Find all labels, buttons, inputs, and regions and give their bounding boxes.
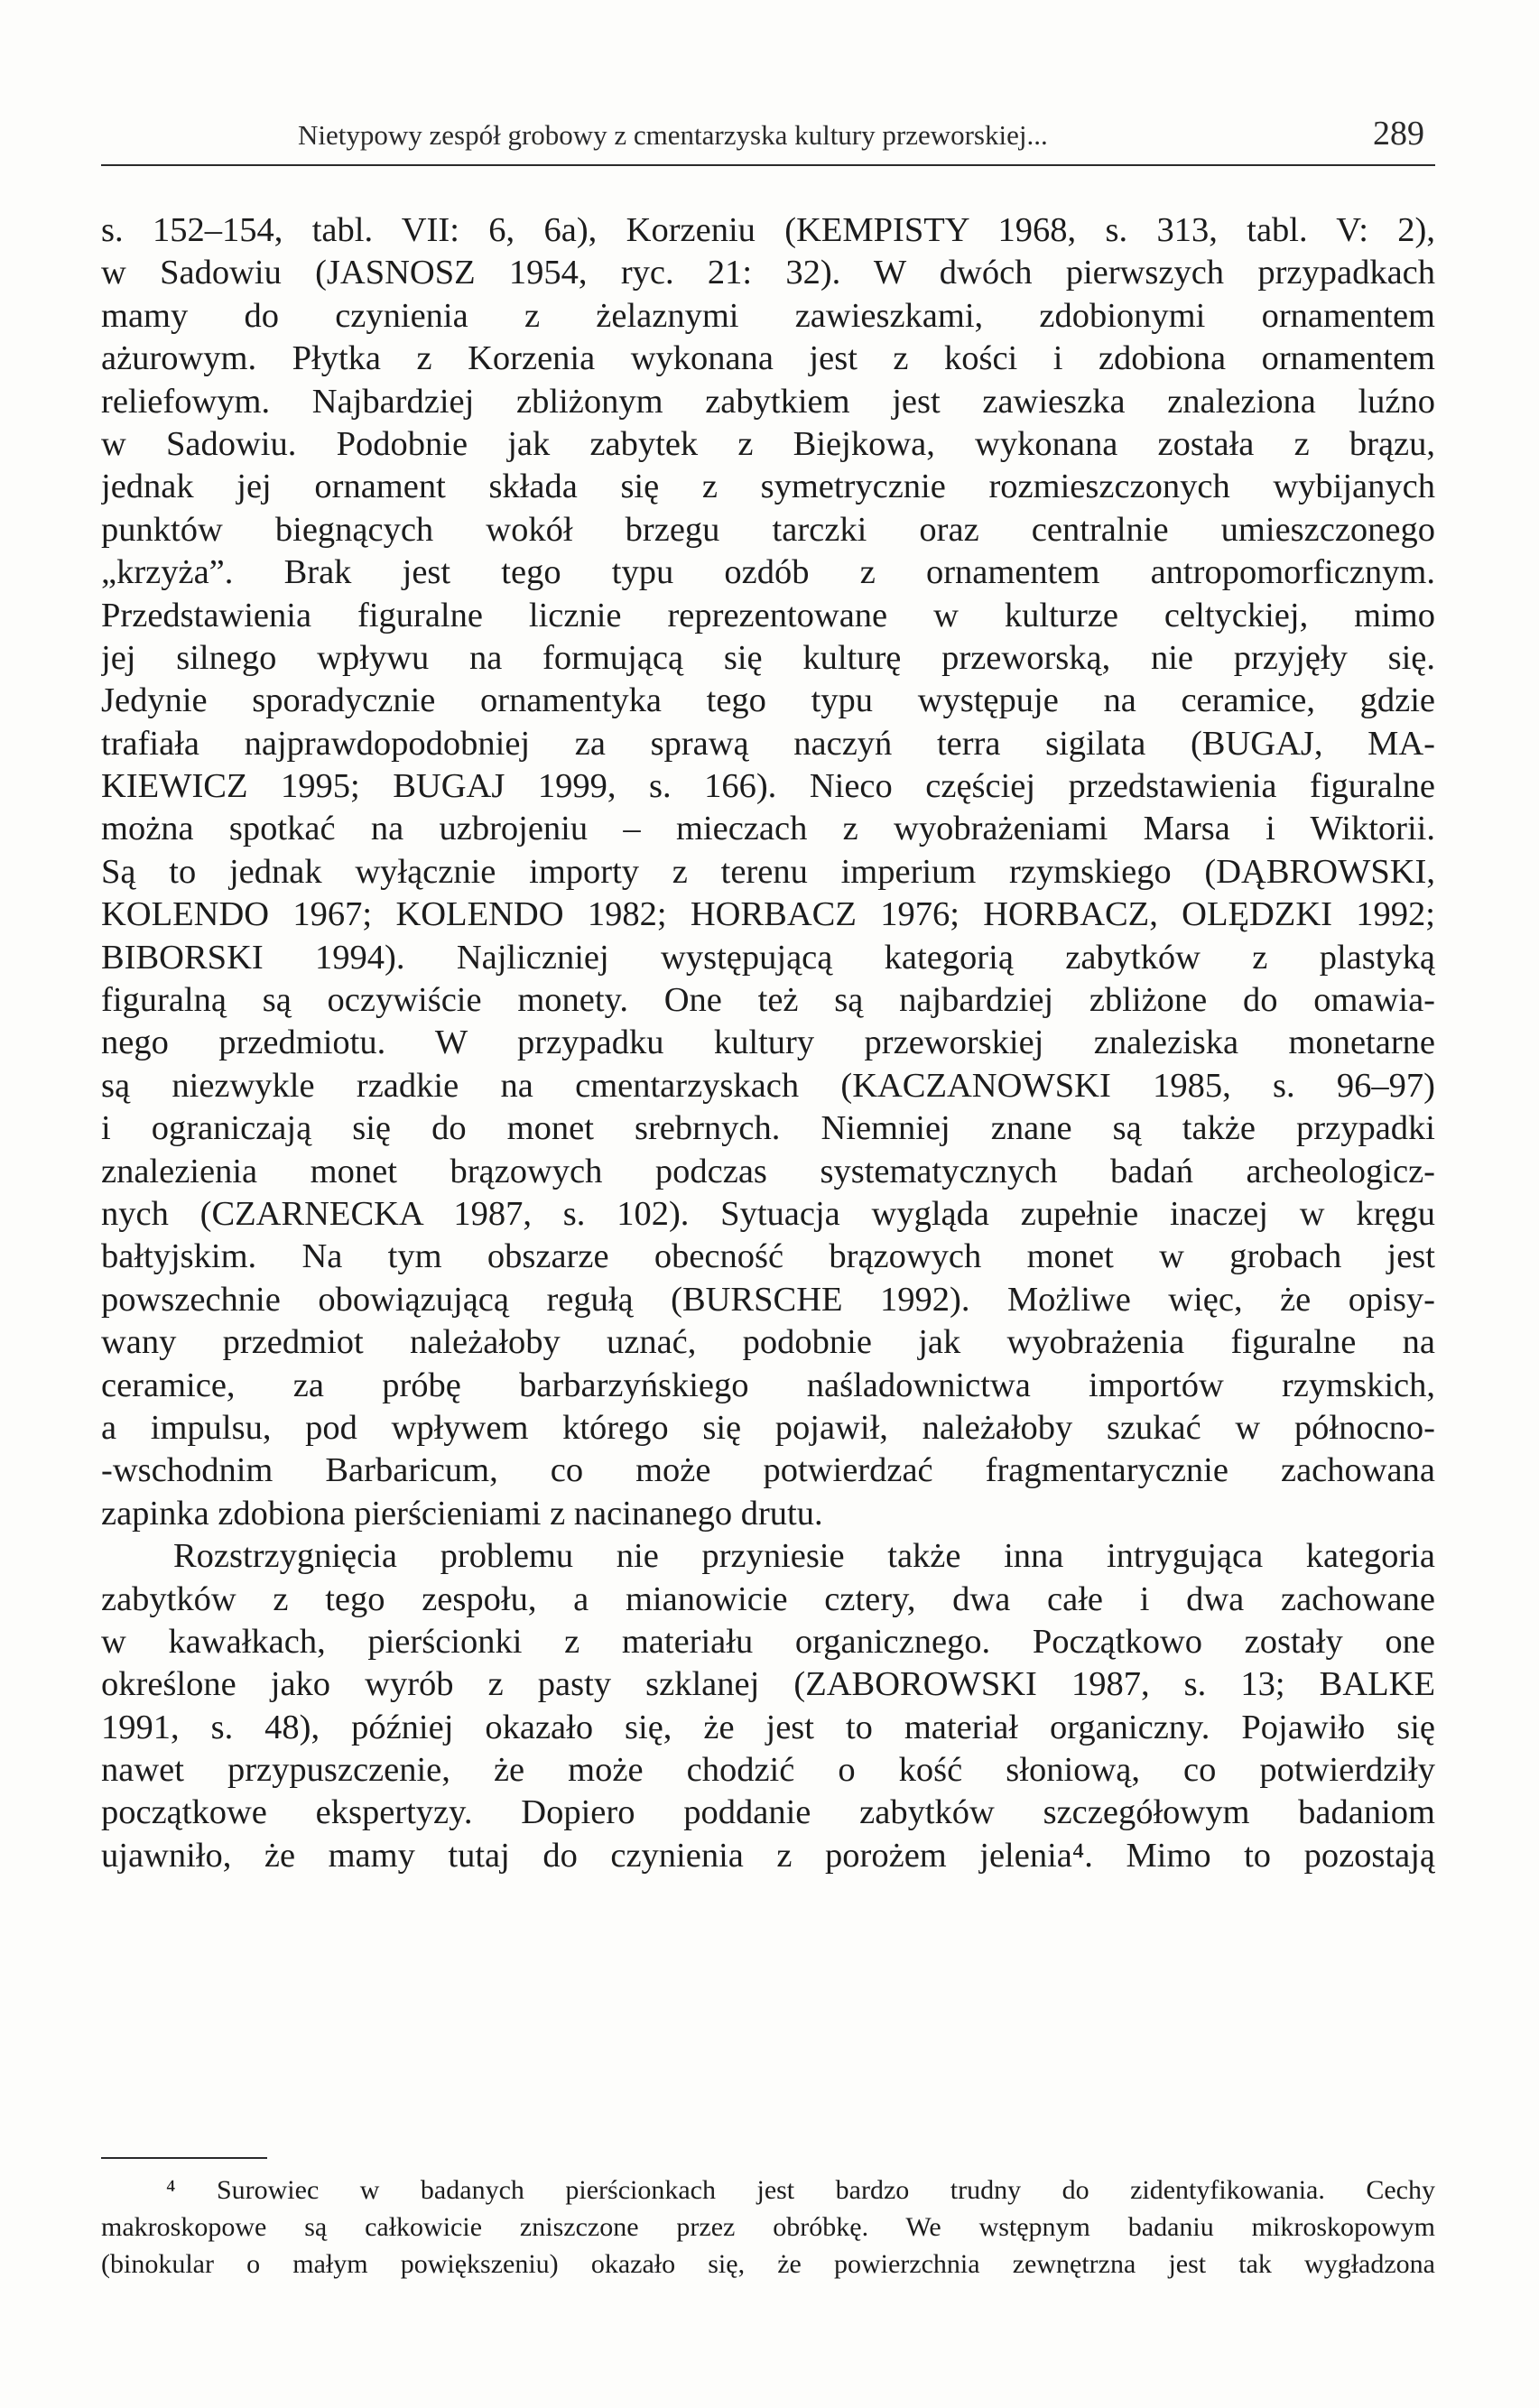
text-line: zabytków z tego zespołu, a mianowicie cztery, dwa całe i dwa zachowane xyxy=(101,1579,1435,1618)
text-line: i ograniczają się do monet srebrnych. Niemniej znane są także przypadki xyxy=(101,1109,1435,1148)
text-line: mamy do czynienia z żelaznymi zawieszkami, zdobionymi ornamentem xyxy=(101,296,1435,335)
text-line: -wschodnim Barbaricum, co może potwierdzać fragmentarycznie zachowana xyxy=(101,1451,1435,1490)
text-line: można spotkać na uzbrojeniu – mieczach z wyobrażeniami Marsa i Wiktorii. xyxy=(101,810,1435,848)
text-line: są niezwykle rzadkie na cmentarzyskach (KACZANOWSKI 1985, s. 96–97) xyxy=(101,1066,1435,1105)
text-line: 1991, s. 48), później okazało się, że jest to materiał organiczny. Pojawiło się xyxy=(101,1708,1435,1746)
text-line: punktów biegnących wokół brzegu tarczki oraz centralnie umieszczonego xyxy=(101,510,1435,549)
text-line: figuralną są oczywiście monety. One też są najbardziej zbliżone do omawia- xyxy=(101,981,1435,1020)
text-line: Są to jednak wyłącznie importy z terenu imperium rzymskiego (DĄBROWSKI, xyxy=(101,852,1435,891)
footnote-line: ⁴ Surowiec w badanych pierścionkach jest bardzo trudny do zidentyfikowania. Cechy xyxy=(166,2175,1435,2205)
text-line: ceramice, za próbę barbarzyńskiego naśladownictwa importów rzymskich, xyxy=(101,1366,1435,1404)
text-line: w Sadowiu (JASNOSZ 1954, ryc. 21: 32). W dwóch pierwszych przypadkach xyxy=(101,254,1435,292)
text-line: s. 152–154, tabl. VII: 6, 6a), Korzeniu (KEMPISTY 1968, s. 313, tabl. V: 2), xyxy=(101,211,1435,249)
footnote-line: makroskopowe są całkowicie zniszczone przez obróbkę. We wstępnym badaniu mikroskopowym xyxy=(101,2212,1435,2242)
text-line: KOLENDO 1967; KOLENDO 1982; HORBACZ 1976; HORBACZ, OLĘDZKI 1992; xyxy=(101,895,1435,934)
text-line: powszechnie obowiązującą regułą (BURSCHE 1992). Możliwe więc, że opisy- xyxy=(101,1280,1435,1319)
text-line: początkowe ekspertyzy. Dopiero poddanie zabytków szczegółowym badaniom xyxy=(101,1793,1435,1832)
text-line: BIBORSKI 1994). Najliczniej występującą kategorią zabytków z plastyką xyxy=(101,938,1435,977)
text-line: nych (CZARNECKA 1987, s. 102). Sytuacja wygląda zupełnie inaczej w kręgu xyxy=(101,1194,1435,1233)
text-line: określone jako wyrób z pasty szklanej (ZABOROWSKI 1987, s. 13; BALKE xyxy=(101,1665,1435,1704)
running-title: Nietypowy zespół grobowy z cmentarzyska kultury przeworskiej... xyxy=(298,119,1048,151)
text-line: bałtyjskim. Na tym obszarze obecność brązowych monet w grobach jest xyxy=(101,1237,1435,1276)
text-line: w kawałkach, pierścionki z materiału organicznego. Początkowo zostały one xyxy=(101,1622,1435,1661)
footnotes xyxy=(101,2172,1435,2283)
running-header xyxy=(101,110,1435,166)
footnote-line: (binokular o małym powiększeniu) okazało się, że powierzchnia zewnętrzna jest tak wygładzona xyxy=(101,2249,1435,2279)
text-line: ażurowym. Płytka z Korzenia wykonana jest z kości i zdobiona ornamentem xyxy=(101,339,1435,378)
paragraph-first-line: Rozstrzygnięcia problemu nie przyniesie także inna intrygująca kategoria xyxy=(173,1537,1435,1576)
page-number: 289 xyxy=(1373,115,1424,153)
text-line: wany przedmiot należałoby uznać, podobnie jak wyobrażenia figuralne na xyxy=(101,1323,1435,1362)
text-line: Jedynie sporadycznie ornamentyka tego typu występuje na ceramice, gdzie xyxy=(101,681,1435,720)
body-text xyxy=(101,209,1435,1877)
text-line: ujawniło, że mamy tutaj do czynienia z porożem jelenia⁴. Mimo to pozostają xyxy=(101,1836,1435,1875)
text-line: „krzyża”. Brak jest tego typu ozdób z ornamentem antropomorficznym. xyxy=(101,553,1435,592)
footnote-divider xyxy=(101,2157,267,2159)
text-line: reliefowym. Najbardziej zbliżonym zabytkiem jest zawieszka znaleziona luźno xyxy=(101,382,1435,421)
text-line: Przedstawienia figuralne licznie reprezentowane w kulturze celtyckiej, mimo xyxy=(101,596,1435,634)
text-line: nego przedmiotu. W przypadku kultury przeworskiej znaleziska monetarne xyxy=(101,1023,1435,1062)
text-line: jej silnego wpływu na formującą się kulturę przeworską, nie przyjęły się. xyxy=(101,638,1435,677)
text-line: jednak jej ornament składa się z symetrycznie rozmieszczonych wybijanych xyxy=(101,468,1435,506)
text-line: a impulsu, pod wpływem którego się pojawił, należałoby szukać w północno- xyxy=(101,1408,1435,1447)
text-line: w Sadowiu. Podobnie jak zabytek z Biejkowa, wykonana została z brązu, xyxy=(101,424,1435,463)
text-line: trafiała najprawdopodobniej za sprawą naczyń terra sigilata (BUGAJ, MA- xyxy=(101,724,1435,763)
text-line: nawet przypuszczenie, że może chodzić o kość słoniową, co potwierdziły xyxy=(101,1751,1435,1790)
text-line: znalezienia monet brązowych podczas systematycznych badań archeologicz- xyxy=(101,1152,1435,1190)
text-line: KIEWICZ 1995; BUGAJ 1999, s. 166). Nieco częściej przedstawienia figuralne xyxy=(101,767,1435,806)
text-line: zapinka zdobiona pierścieniami z nacinanego drutu. xyxy=(101,1494,823,1533)
